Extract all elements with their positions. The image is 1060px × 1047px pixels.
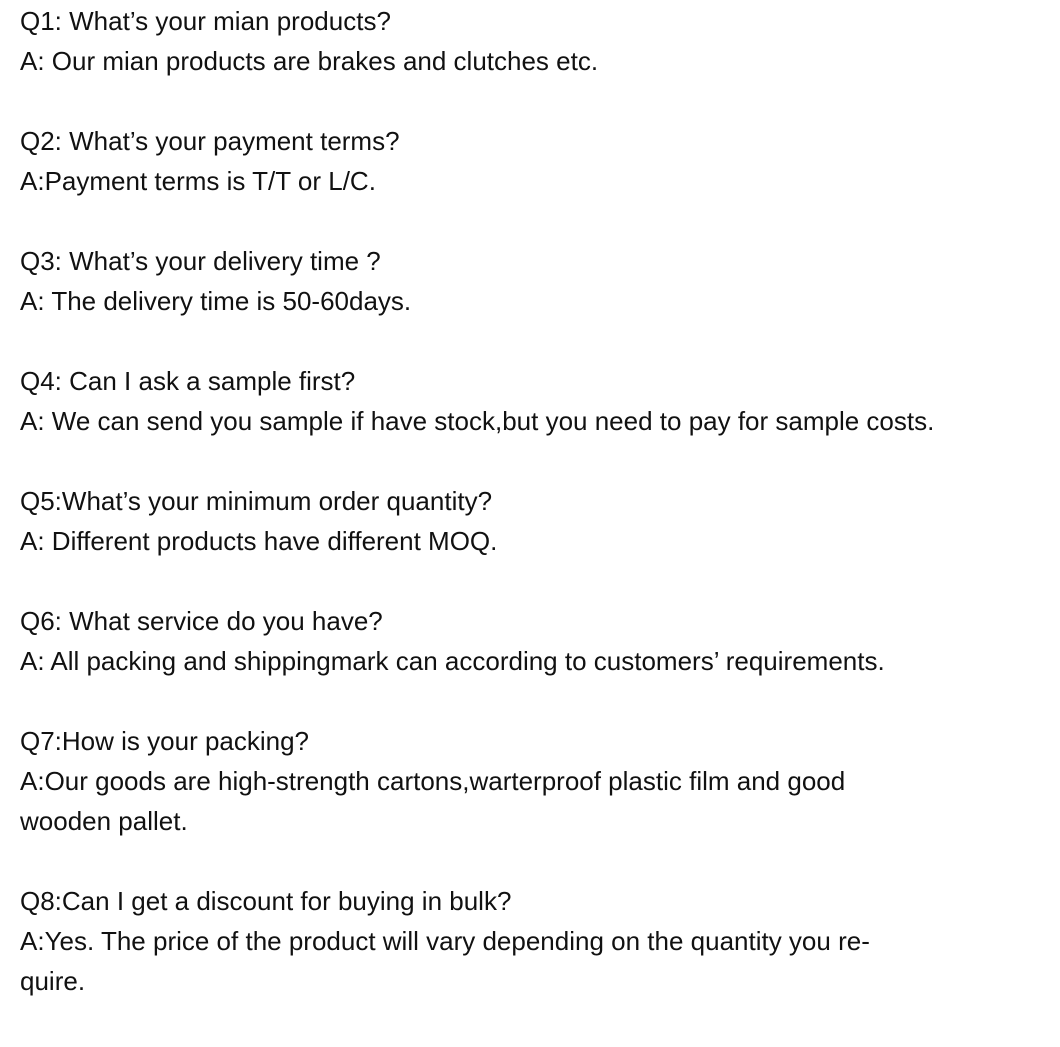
faq-item-q7 — [20, 721, 1050, 841]
faq-item-q5 — [20, 481, 1050, 561]
faq-question: Q4: Can I ask a sample first? — [20, 366, 356, 396]
faq-question: Q5:What’s your minimum order quantity? — [20, 486, 493, 516]
faq-answer: A:Yes. The price of the product will vary depending on the quantity you re- — [20, 926, 870, 956]
faq-answer-continuation: quire. — [20, 966, 86, 996]
faq-answer: A: We can send you sample if have stock,but you need to pay for sample costs. — [20, 406, 935, 436]
faq-answer: A:Payment terms is T/T or L/C. — [20, 166, 376, 196]
faq-item-q6 — [20, 601, 1050, 681]
faq-item-q8 — [20, 881, 1050, 1001]
faq-question: Q1: What’s your mian products? — [20, 6, 391, 36]
faq-answer: A: The delivery time is 50-60days. — [20, 286, 412, 316]
faq-question: Q7:How is your packing? — [20, 726, 310, 756]
faq-list — [20, 1, 1050, 1041]
faq-item-q1 — [20, 1, 1050, 81]
faq-question: Q8:Can I get a discount for buying in bulk? — [20, 886, 512, 916]
faq-item-q4 — [20, 361, 1050, 441]
faq-question: Q3: What’s your delivery time ? — [20, 246, 381, 276]
faq-answer-continuation: wooden pallet. — [20, 806, 188, 836]
faq-answer: A: All packing and shippingmark can according to customers’ requirements. — [20, 646, 885, 676]
faq-item-q3 — [20, 241, 1050, 321]
faq-item-q2 — [20, 121, 1050, 201]
faq-question: Q6: What service do you have? — [20, 606, 383, 636]
faq-answer: A:Our goods are high-strength cartons,warterproof plastic film and good — [20, 766, 846, 796]
faq-question: Q2: What’s your payment terms? — [20, 126, 400, 156]
faq-answer: A: Different products have different MOQ. — [20, 526, 498, 556]
faq-answer: A: Our mian products are brakes and clutches etc. — [20, 46, 599, 76]
